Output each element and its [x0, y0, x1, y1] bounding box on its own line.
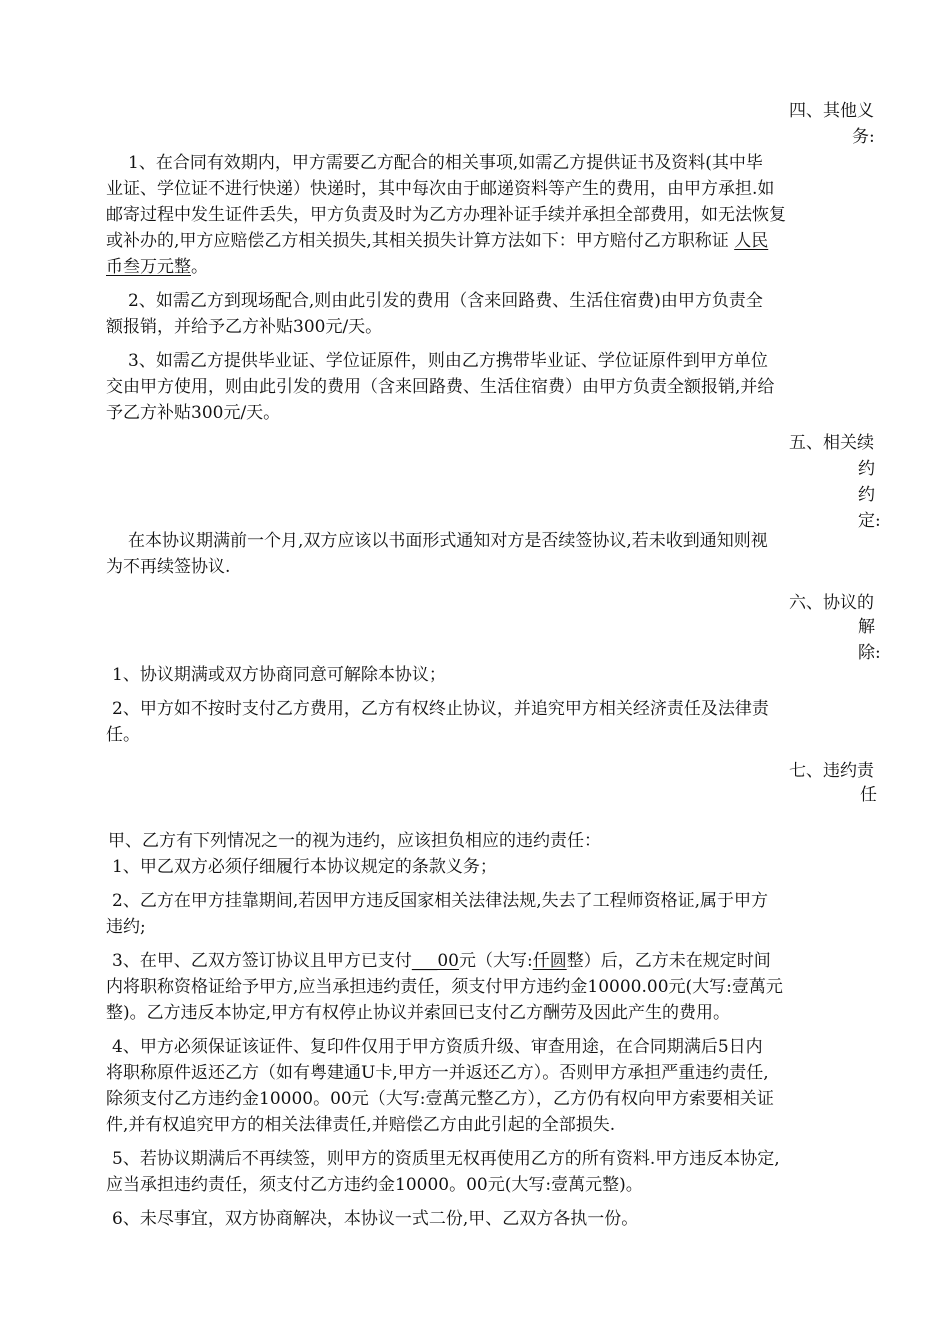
s4-p1-line1: 1、在合同有效期内，甲方需要乙方配合的相关事项,如需乙方提供证书及资料(其中毕	[128, 153, 763, 173]
payment-amount-blank: ___00	[411, 951, 459, 971]
s4-p1-line4-text: 或补办的,甲方应赔偿乙方相关损失,其相关损失计算方法如下：甲方赔付乙方职称证	[106, 231, 735, 251]
s7-p5-line1: 5、若协议期满后不再续签，则甲方的资质里无权再使用乙方的所有资料.甲方违反本协定,	[112, 1149, 780, 1169]
section-6-heading-cont1: 解	[858, 617, 875, 637]
section-5-heading-cont3: 定:	[858, 511, 881, 531]
payment-amount-words: 仟圆	[532, 951, 567, 971]
s7-p3-line3: 整)。乙方违反本协定,甲方有权停止协议并索回已支付乙方酬劳及因此产生的费用。	[106, 1003, 731, 1023]
s7-p4-line1: 4、甲方必须保证该证件、复印件仅用于甲方资质升级、审查用途，在合同期满后5日内	[112, 1037, 763, 1057]
s7-p5-line2: 应当承担违约责任，须支付乙方违约金10000。00元(大写:壹萬元整)。	[106, 1175, 643, 1195]
compensation-amount-part2: 币叁万元整	[106, 257, 191, 277]
s4-p1-line5	[106, 254, 866, 280]
s6-p1: 1、协议期满或双方协商同意可解除本协议；	[112, 665, 446, 685]
s6-p2-line1: 2、甲方如不按时支付乙方费用，乙方有权终止协议，并追究甲方相关经济责任及法律责	[112, 699, 769, 719]
section-5-heading-cont1: 约	[858, 459, 875, 479]
s4-p1-line4	[106, 228, 866, 254]
section-5-heading-cont2: 约	[858, 485, 875, 505]
section-6-heading-cont2: 除:	[858, 643, 881, 663]
section-7-heading-cont: 任	[860, 785, 877, 805]
s7-p3-line1-b: 元（大写:	[458, 951, 533, 971]
s7-p2-line2: 违约;	[106, 917, 146, 937]
s7-p6: 6、未尽事宜，双方协商解决，本协议一式二份,甲、乙双方各执一份。	[112, 1209, 639, 1229]
section-4-heading-cont: 务:	[852, 127, 875, 147]
section-5-heading: 五、相关续	[789, 433, 874, 453]
s4-p1-line5-end: 。	[191, 257, 208, 277]
compensation-amount-part1: 人民	[734, 231, 769, 251]
s7-p3-line1-c: 整）后，乙方未在规定时间	[566, 951, 771, 971]
s6-p2-line2: 任。	[106, 725, 140, 745]
s7-p4-line4: 件,并有权追究甲方的相关法律责任,并赔偿乙方由此引起的全部损失.	[106, 1115, 616, 1135]
s7-p4-line2: 将职称原件返还乙方（如有粤建通U卡,甲方一并返还乙方）。否则甲方承担严重违约责任,	[106, 1063, 769, 1083]
s7-p2-line1: 2、乙方在甲方挂靠期间,若因甲方违反国家相关法律法规,失去了工程师资格证,属于甲方	[112, 891, 769, 911]
s5-p1-line2: 为不再续签协议.	[106, 557, 231, 577]
s4-p1-line2: 业证、学位证不进行快递）快递时，其中每次由于邮递资料等产生的费用，由甲方承担.如	[106, 179, 775, 199]
s7-p1: 1、甲乙双方必须仔细履行本协议规定的条款义务；	[112, 857, 497, 877]
s5-p1-line1: 在本协议期满前一个月,双方应该以书面形式通知对方是否续签协议,若未收到通知则视	[128, 531, 768, 551]
s4-p2-line1: 2、如需乙方到现场配合,则由此引发的费用（含来回路费、生活住宿费)由甲方负责全	[128, 291, 763, 311]
s4-p3-line2: 交由甲方使用，则由此引发的费用（含来回路费、生活住宿费）由甲方负责全额报销,并给	[106, 377, 775, 397]
s4-p3-line1: 3、如需乙方提供毕业证、学位证原件，则由乙方携带毕业证、学位证原件到甲方单位	[128, 351, 768, 371]
section-6-heading: 六、协议的	[789, 593, 874, 613]
s4-p1-line3: 邮寄过程中发生证件丢失，甲方负责及时为乙方办理补证手续并承担全部费用，如无法恢复	[106, 205, 786, 225]
s7-p4-line3: 除须支付乙方违约金10000。00元（大写:壹萬元整乙方），乙方仍有权向甲方索要相关证	[106, 1089, 774, 1109]
s4-p3-line3: 予乙方补贴300元/天。	[106, 403, 281, 423]
s7-intro: 甲、乙方有下列情况之一的视为违约，应该担负相应的违约责任：	[108, 831, 601, 851]
s7-p3-line2: 内将职称资格证给予甲方,应当承担违约责任，须支付甲方违约金10000.00元(大写:壹萬元	[106, 977, 783, 997]
s4-p2-line2: 额报销，并给予乙方补贴300元/天。	[106, 317, 383, 337]
section-4-heading: 四、其他义	[789, 101, 874, 121]
s7-p3-line1	[112, 948, 872, 974]
section-7-heading: 七、违约责	[789, 761, 874, 781]
s7-p3-line1-a: 3、在甲、乙双方签订协议且甲方已支付	[112, 951, 412, 971]
